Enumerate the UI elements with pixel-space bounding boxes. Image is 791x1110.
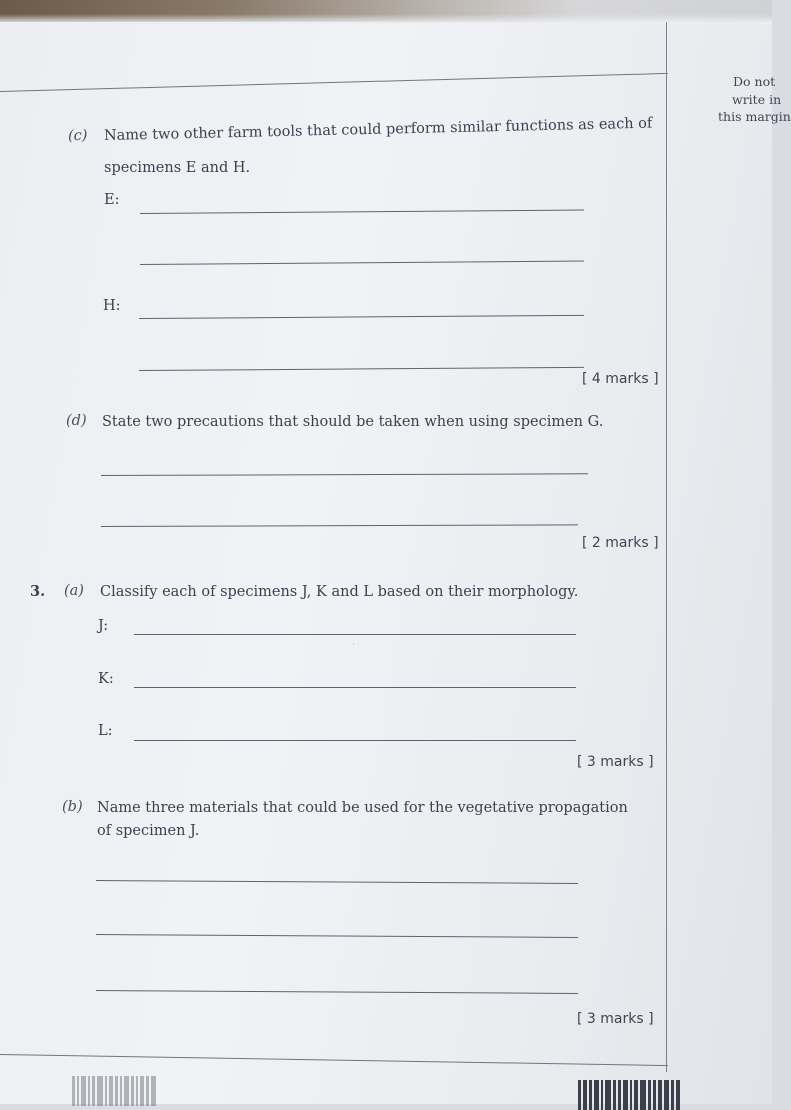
q3a-marks: [ 3 marks ] bbox=[577, 754, 654, 770]
q2c-marks: [ 4 marks ] bbox=[582, 371, 659, 387]
q2c-label: (c) bbox=[67, 127, 88, 145]
bleed-through-mark: · bbox=[352, 640, 356, 651]
photo-top-edge bbox=[0, 0, 772, 22]
q2d-marks: [ 2 marks ] bbox=[582, 535, 659, 551]
q2c-answer-h-label: H: bbox=[103, 298, 121, 314]
q3a-answer-k-label: K: bbox=[98, 671, 114, 687]
margin-note-line-3: this margin bbox=[718, 109, 791, 124]
header-rule bbox=[0, 73, 668, 92]
barcode-right bbox=[578, 1080, 680, 1110]
footer-rule bbox=[0, 1054, 668, 1066]
barcode-left bbox=[72, 1076, 156, 1106]
q3b-answer-line-3[interactable] bbox=[96, 990, 578, 994]
q2c-answer-e-line-1[interactable] bbox=[140, 210, 584, 214]
q2d-answer-line-2[interactable] bbox=[101, 524, 578, 527]
q2d-answer-line-1[interactable] bbox=[101, 473, 588, 476]
q3b-answer-line-2[interactable] bbox=[96, 934, 578, 938]
q3b-question-line-1: Name three materials that could be used for the vegetative propagation bbox=[97, 800, 628, 816]
q3a-label: (a) bbox=[64, 583, 84, 599]
q2c-answer-e-line-2[interactable] bbox=[140, 261, 584, 265]
q2c-answer-h-line-2[interactable] bbox=[139, 367, 584, 371]
q2d-label: (d) bbox=[66, 413, 87, 429]
q3a-answer-l-label: L: bbox=[98, 723, 113, 739]
q3a-answer-j-line[interactable] bbox=[134, 634, 576, 635]
q2c-question-line-2: specimens E and H. bbox=[104, 160, 251, 176]
q3b-answer-line-1[interactable] bbox=[96, 880, 578, 884]
q3b-label: (b) bbox=[62, 799, 83, 815]
q3a-answer-l-line[interactable] bbox=[134, 740, 576, 741]
q2c-answer-h-line-1[interactable] bbox=[139, 315, 584, 319]
q2c-answer-e-label: E: bbox=[104, 192, 120, 208]
margin-note-line-2: write in bbox=[732, 92, 782, 107]
q3b-marks: [ 3 marks ] bbox=[577, 1011, 654, 1027]
q3b-question-line-2: of specimen J. bbox=[97, 823, 200, 839]
q3a-question: Classify each of specimens J, K and L based on their morphology. bbox=[100, 584, 579, 600]
margin-note-line-1: Do not bbox=[733, 74, 776, 89]
margin-rule bbox=[666, 22, 667, 1072]
q3a-answer-k-line[interactable] bbox=[134, 687, 576, 688]
q3a-answer-j-label: J: bbox=[98, 618, 109, 634]
q2c-question-line-1: Name two other farm tools that could perform similar functions as each of bbox=[103, 115, 653, 144]
q3-number: 3. bbox=[30, 583, 46, 600]
q2d-question: State two precautions that should be taken when using specimen G. bbox=[102, 414, 604, 430]
